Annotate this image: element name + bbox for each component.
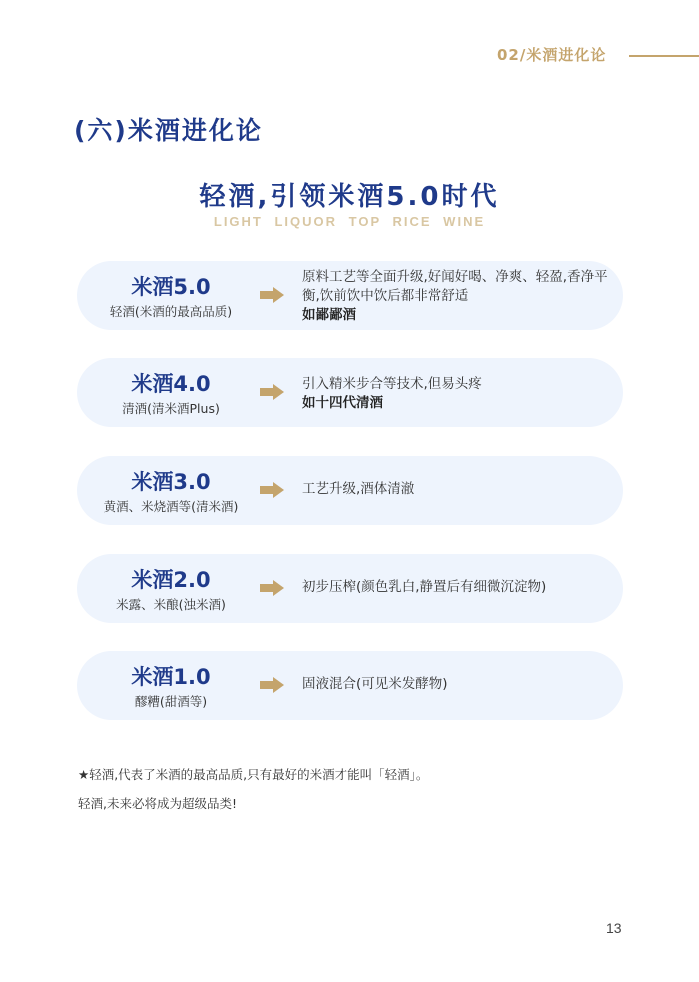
header-rule [629, 55, 699, 57]
stage-desc-text: 初步压榨(颜色乳白,静置后有细微沉淀物) [302, 579, 547, 595]
stage-card-5 [77, 261, 623, 330]
stage-card-2 [77, 554, 623, 623]
stage-subtitle: 轻酒(米酒的最高品质) [109, 304, 233, 319]
stage-card-3 [77, 456, 623, 525]
stage-desc-text: 固液混合(可见米发酵物) [302, 676, 448, 692]
stage-example: 如十四代清酒 [302, 395, 383, 411]
stage-name: 米酒4.0 [131, 372, 211, 396]
stage-subtitle: 米露、米酿(浊米酒) [116, 597, 226, 612]
right-arrow-icon [260, 287, 284, 303]
stage-subtitle: 清酒(清米酒Plus) [122, 401, 220, 416]
stage-description [302, 375, 612, 413]
stage-name: 米酒5.0 [131, 275, 211, 299]
page-number: 13 [606, 920, 622, 936]
stage-desc-text: 原料工艺等全面升级,好闻好喝、净爽、轻盈,香净平衡,饮前饮中饮后都非常舒适 [302, 269, 608, 304]
stage-name: 米酒1.0 [131, 665, 211, 689]
stage-card-1 [77, 651, 623, 720]
note-line-2: 轻酒,未来必将成为超级品类! [78, 796, 237, 811]
stage-description [302, 675, 612, 694]
stage-description [302, 268, 612, 325]
right-arrow-icon [260, 580, 284, 596]
stage-subtitle: 醪糟(甜酒等) [134, 694, 208, 709]
main-title: 轻酒,引领米酒5.0时代 [199, 182, 500, 212]
right-arrow-icon [260, 384, 284, 400]
stage-description [302, 480, 612, 499]
main-subtitle: LIGHT LIQUOR TOP RICE WINE [213, 214, 486, 229]
stage-name: 米酒3.0 [131, 470, 211, 494]
right-arrow-icon [260, 677, 284, 693]
section-title: (六)米酒进化论 [74, 116, 263, 145]
stage-name: 米酒2.0 [131, 568, 211, 592]
right-arrow-icon [260, 482, 284, 498]
stage-desc-text: 引入精米步合等技术,但易头疼 [302, 376, 482, 392]
note-line-1: ★轻酒,代表了米酒的最高品质,只有最好的米酒才能叫「轻酒」。 [78, 767, 429, 782]
stage-description [302, 578, 612, 597]
stage-example: 如鄙鄙酒 [302, 307, 356, 323]
stage-card-4 [77, 358, 623, 427]
stage-desc-text: 工艺升级,酒体清澈 [302, 481, 415, 497]
stage-subtitle: 黄酒、米烧酒等(清米酒) [103, 499, 239, 514]
header-label: 02/米酒进化论 [497, 46, 607, 64]
